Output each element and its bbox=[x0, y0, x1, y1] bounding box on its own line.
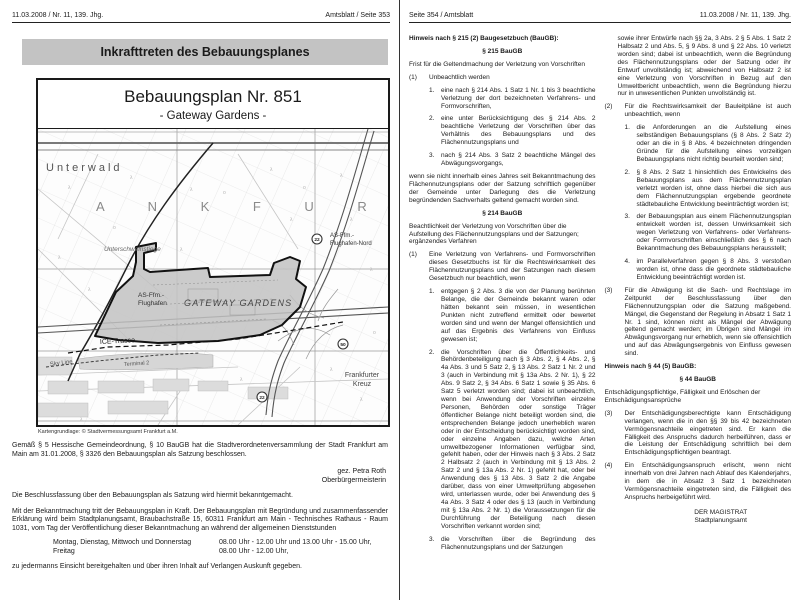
nr-text: eine unter Berücksichtigung des § 214 Abs. 2 beachtliche Verletzung der Vorschriften über das Verhältnis des Bebauungsplans und des Flächennutzungsplans und bbox=[441, 115, 596, 147]
magistrat-signature bbox=[605, 509, 792, 526]
nr-text: eine nach § 214 Abs. 1 Satz 1 Nr. 1 bis 3 beachtliche Verletzung der dort bezeichneten Verfahrens- und Formvorschriften, bbox=[441, 86, 596, 110]
exit-badge-top-icon: 22 bbox=[314, 238, 320, 243]
abs-text: Eine Verletzung von Verfahrens- und Formvorschriften dieses Gesetzbuchs ist für die Rechtswirksamkeit des Flächennutzungsplans und der Satzungen nach diesem Gesetzbuch nur beachtlich, wenn bbox=[429, 251, 596, 283]
office-hours-time: 08.00 Uhr - 12.00 Uhr, bbox=[219, 548, 289, 556]
abs-text: Für die Rechtswirksamkeit der Bauleitpläne ist auch unbeachtlich, wenn bbox=[624, 103, 791, 119]
abs-label: (1) bbox=[409, 251, 417, 259]
nr-text: die Vorschriften über die Begründung des Flächennutzungsplans und der Satzungen bbox=[441, 535, 596, 551]
office-hours-days: Montag, Dienstag, Mittwoch und Donnerstag bbox=[53, 539, 192, 547]
plan-map-head bbox=[38, 80, 388, 128]
par-214-abs1-nr2 bbox=[409, 349, 596, 531]
svg-text:o: o bbox=[223, 190, 226, 196]
road-badge-right-icon: 50 bbox=[340, 343, 346, 348]
office-hours-days: Freitag bbox=[53, 548, 75, 556]
par-44-subtitle: Entschädigungspflichtige, Fälligkeit und Erlöschen der Entschädigungsansprüche bbox=[604, 388, 761, 404]
header-page-number: Amtsblatt / Seite 353 bbox=[325, 12, 390, 19]
abs-text: Der Entschädigungsberechtigte kann Entschädigung verlangen, wenn die in den §§ 39 bis 42 bezeichneten Vermögensnachteile eingetreten sind. Er kann die Fälligkeit des Anspruchs dadurch herbeiführen, dass er die Leistung der Entschädigung schriftlich bei dem Entschädigungspflichtigen beantragt. bbox=[624, 409, 791, 457]
nr-text: im Parallelverfahren gegen § 8 Abs. 3 verstoßen worden ist, ohne dass die geordnete städtebauliche Entwicklung beeinträchtigt worden ist. bbox=[636, 258, 791, 281]
label-terminal-2: Terminal 2 bbox=[123, 360, 150, 368]
par-214-abs2-nr4 bbox=[605, 258, 792, 282]
nr-text: der Bebauungsplan aus einem Flächennutzungsplan entwickelt worden ist, dessen Unwirksamkeit sich wegen Verletzung von Verfahrens- oder Verfahrens- oder Formvorschriften einschließlich des § 6 nach Bekanntmachung des Bebauungsplans herausstellt; bbox=[636, 213, 791, 253]
page-354 bbox=[400, 0, 800, 600]
nr-label: 3. bbox=[429, 535, 435, 543]
abs-label: (4) bbox=[604, 462, 613, 470]
par-215-subtitle: Frist für die Geltendmachung der Verletzung von Vorschriften bbox=[409, 60, 585, 68]
article-title-bar: Inkrafttreten des Bebauungsplanes bbox=[22, 39, 388, 65]
hinweis-215-heading: Hinweis nach § 215 (2) Baugesetzbuch (BauGB): bbox=[409, 35, 559, 42]
nr-label: 3. bbox=[624, 213, 630, 221]
svg-text:o: o bbox=[373, 330, 376, 336]
nr-text: nach § 214 Abs. 3 Satz 2 beachtliche Mängel des Abwägungsvorgangs, bbox=[441, 152, 596, 168]
column-right bbox=[605, 35, 792, 552]
abs-text: Für die Abwägung ist die Sach- und Rechtslage im Zeitpunkt der Beschlussfassung über den Flächennutzungsplan oder die Satzung maßgebend. Mängel, die Gegenstand der Regelung in Absatz 1 Satz 1 Nr. 1 sind, können nicht als Mängel der Abwägung geltend gemacht werden; im Übrigen sind Mängel im Abwägungsvorgang nur erheblich, wenn sie offensichtlich und auf das Abwägungsergebnis von Einfluss gewesen sind. bbox=[624, 286, 791, 358]
abs-text: Unbeachtlich werden bbox=[429, 73, 490, 81]
abs-text: Ein Entschädigungsanspruch erlischt, wenn nicht innerhalb von drei Jahren nach Ablauf des Kalenderjahrs, in dem die in Absatz 3 Satz 1 bezeichneten Vermögensnachteile eingetreten sind, die Fälligkeit des Anspruchs herbeigeführt wird. bbox=[624, 462, 791, 502]
par-215-abs1-nr1 bbox=[409, 87, 596, 111]
nr-text: entgegen § 2 Abs. 3 die von der Planung berührten Belange, die der Gemeinde bekannt waren oder hätten bekannt sein müssen, in wesentlichen Punkten nicht zutreffend ermittelt oder bewertet worden sind und wenn der Mangel offensichtlich und auf das Ergebnis des Verfahrens von Einfluss gewesen ist; bbox=[441, 288, 596, 343]
exit-badge-bottom-icon: 22 bbox=[259, 396, 265, 401]
nr-label: 3. bbox=[429, 152, 435, 160]
nr-label: 4. bbox=[624, 258, 630, 266]
label-ice-trasse: ICE-Trasse bbox=[99, 337, 136, 346]
par-215-abs1-schluss: wenn sie nicht innerhalb eines Jahres seit Bekanntmachung des Flächennutzungsplans oder der Satzung schriftlich gegenüber der Gemeinde unter Darlegung des die Verletzung begründenden Sachverhalts geltend gemacht worden sind. bbox=[409, 172, 596, 204]
par-214-heading: § 214 BauGB bbox=[482, 209, 523, 217]
magistrat-line1: DER MAGISTRAT bbox=[694, 508, 748, 516]
nr-label: 1. bbox=[624, 124, 630, 132]
svg-text:λ: λ bbox=[80, 417, 83, 423]
abs-label: (3) bbox=[604, 409, 613, 417]
svg-text:λ: λ bbox=[360, 397, 363, 403]
inspection-paragraph: Mit der Bekanntmachung tritt der Bebauungsplan in Kraft. Der Bebauungsplan mit Begründung und zusammenfassender Erklärung wird beim Stadtplanungsamt, Braubachstraße 15, 60311 Frankfurt am Main - Technisches Rathaus - Raum 1031, vom Tag der Veröffentlichung dieser Bekanntmachung an während der allgemeinen Dienststunden bbox=[12, 507, 388, 533]
plan-name-subtitle: - Gateway Gardens - bbox=[159, 110, 267, 122]
plan-map-box bbox=[36, 78, 390, 427]
svg-text:λ: λ bbox=[190, 187, 193, 193]
par-214-abs1-nr3 bbox=[409, 536, 596, 552]
label-frankfurt-letters: A N K F U R bbox=[96, 199, 387, 214]
label-frankfurter-kreuz-2: Kreuz bbox=[352, 381, 372, 388]
announcement-paragraph: Die Beschlussfassung über den Bebauungsplan als Satzung wird hiermit bekanntgemacht. bbox=[12, 491, 293, 499]
svg-text:λ: λ bbox=[130, 175, 133, 181]
nr-label: 2. bbox=[624, 168, 630, 176]
svg-text:λ: λ bbox=[58, 255, 61, 261]
column-left bbox=[409, 35, 596, 552]
map-source-caption: Kartengrundlage: © Stadtvermessungsamt Frankfurt a.M. bbox=[38, 429, 178, 435]
nr-label: 2. bbox=[429, 115, 435, 123]
nr-label: 2. bbox=[429, 348, 435, 356]
par-214-abs2-nr1 bbox=[605, 124, 792, 164]
svg-text:λ: λ bbox=[350, 217, 353, 223]
svg-text:λ: λ bbox=[240, 377, 243, 383]
abs-label: (3) bbox=[604, 286, 613, 294]
label-as-flughafen-nord-1: AS-Ffm.- bbox=[330, 233, 354, 239]
signature-name: gez. Petra Roth bbox=[337, 467, 386, 475]
office-hours-table bbox=[53, 538, 390, 556]
label-sky-line: Sky Line bbox=[49, 359, 74, 368]
closing-paragraph: zu jedermanns Einsicht bereitgehalten und über ihren Inhalt auf Verlangen Auskunft gegeben. bbox=[12, 563, 302, 571]
resolution-paragraph: Gemäß § 5 Hessische Gemeindeordnung, § 10 BauGB hat die Stadtverordnetenversammlung der Stadt Frankfurt am Main am 31.01.2008, § 3326 den Bebauungsplan als Satzung beschlossen. bbox=[12, 442, 388, 458]
par-44-heading: § 44 BauGB bbox=[679, 376, 716, 384]
header-page-number: Seite 354 / Amtsblatt bbox=[409, 12, 474, 19]
svg-text:λ: λ bbox=[340, 173, 343, 179]
par-214-nr3-fortsetzung: sowie ihrer Entwürfe nach §§ 2a, 3 Abs. 2 § 5 Abs. 1 Satz 2 Halbsatz 2 und Abs. 5, § 9 Abs. 8 und § 22 Abs. 10 verletzt worden sind; dabei ist unbeachtlich, wenn die Begründung des Flächennutzungsplans oder der Satzung oder ihr Entwurf unvollständig ist; abweichend von Halbsatz 2 ist eine Verletzung von Vorschriften in Bezug auf den Umweltbericht unbeachtlich, wenn die Begründung hierzu nur in unwesentlichen Punkten unvollständig ist. bbox=[617, 35, 791, 98]
site-map bbox=[38, 128, 388, 425]
par-215-abs1-nr3 bbox=[409, 152, 596, 168]
par-214-abs3 bbox=[605, 287, 792, 358]
par-215-abs1 bbox=[409, 74, 596, 82]
header-date: 11.03.2008 / Nr. 11, 139. Jhg. bbox=[699, 12, 791, 19]
page-354-header bbox=[409, 0, 791, 23]
par-214-abs1 bbox=[409, 251, 596, 283]
svg-text:λ: λ bbox=[180, 247, 183, 253]
signature-title: Oberbürgermeisterin bbox=[321, 476, 386, 484]
hinweis-44-heading: Hinweis nach § 44 (5) BauGB: bbox=[604, 363, 697, 371]
label-unterwald: Unterwald bbox=[46, 162, 123, 174]
svg-text:λ: λ bbox=[68, 185, 71, 191]
nr-label: 1. bbox=[429, 288, 435, 296]
par-214-subtitle: Beachtlichkeit der Verletzung von Vorschriften über die Aufstellung des Flächennutzungsplans und der Satzungen; ergänzendes Verfahren bbox=[409, 222, 579, 246]
mayor-signature bbox=[12, 467, 386, 485]
label-as-flughafen-2: Flughafen bbox=[138, 300, 167, 307]
par-44-abs4 bbox=[605, 462, 792, 502]
svg-text:λ: λ bbox=[330, 367, 333, 373]
par-215-abs1-nr2 bbox=[409, 115, 596, 147]
abs-label: (1) bbox=[409, 73, 417, 81]
legal-text-columns bbox=[409, 35, 791, 552]
header-date: 11.03.2008 / Nr. 11, 139. Jhg. bbox=[12, 12, 104, 19]
label-as-flughafen-1: AS-Ffm.- bbox=[138, 292, 164, 299]
label-frankfurter-kreuz-1: Frankfurter bbox=[344, 372, 380, 379]
svg-text:o: o bbox=[303, 185, 306, 191]
plan-number-title: Bebauungsplan Nr. 851 bbox=[124, 87, 302, 106]
par-214-abs2 bbox=[605, 103, 792, 119]
label-as-flughafen-nord-2: Flughafen-Nord bbox=[330, 241, 372, 247]
magistrat-line2: Stadtplanungsamt bbox=[694, 517, 747, 525]
par-214-abs1-nr1 bbox=[409, 288, 596, 343]
svg-text:o: o bbox=[113, 225, 116, 231]
par-44-abs3 bbox=[605, 410, 792, 458]
svg-text:λ: λ bbox=[370, 267, 373, 273]
svg-text:λ: λ bbox=[290, 217, 293, 223]
par-215-heading: § 215 BauGB bbox=[482, 47, 523, 55]
par-214-abs2-nr3 bbox=[605, 213, 792, 253]
abs-label: (2) bbox=[604, 103, 613, 111]
nr-text: § 8 Abs. 2 Satz 1 hinsichtlich des Entwickelns des Bebauungsplans aus dem Flächennutzungsplan verletzt worden ist, ohne dass hierbei die sich aus dem Flächennutzungsplan ergebende geordnete städtebauliche Entwicklung beeinträchtigt worden ist; bbox=[636, 168, 791, 208]
svg-text:λ: λ bbox=[270, 167, 273, 173]
nr-label: 1. bbox=[429, 86, 435, 94]
nr-text: die Anforderungen an die Aufstellung eines selbständigen Bebauungsplans (§ 8 Abs. 2 Satz 2) oder an die in § 8 Abs. 4 bezeichneten dringenden Gründe für die Aufstellung eines vorzeitigen Bebauungsplans nicht richtig beurteilt worden sind; bbox=[636, 124, 791, 163]
svg-text:λ: λ bbox=[88, 287, 91, 293]
office-hours-time: 08.00 Uhr - 12.00 Uhr und 13.00 Uhr - 15.00 Uhr, bbox=[219, 539, 372, 547]
nr-text: die Vorschriften über die Öffentlichkeits- und Behördenbeteiligung nach § 3 Abs. 2, § 4 Abs. 2, § 4a Abs. 3 und 5 Satz 2, § 13 Abs. 2 Satz 1 Nr. 2 und 3 (auch in Verbindung mit § 13a Abs. 2 Nr. 1), § 22 Abs. 9 Satz 2, § 34 Abs. 6 Satz 1 sowie § 35 Abs. 6 Satz 5 verletzt worden sind; dabei ist unbeachtlich, wenn bei Anwendung der Vorschriften einzelne Personen, Behörden oder sonstige Träger öffentlicher Belange nicht beteiligt worden sind, die entsprechenden Belange jedoch unerheblich waren oder in der Entscheidung berücksichtigt worden sind, oder einzelne Angaben dazu, welche Arten umweltbezogener Informationen verfügbar sind, gefehlt haben, oder der Hinweis nach § 3 Abs. 2 Satz 2 Halbsatz 2 (auch in Verbindung mit § 13 Abs. 2 Satz 2 und § 13a Abs. 2 Nr. 1) gefehlt hat, oder bei Anwendung des § 13 Abs. 3 Satz 2 die Angabe darüber, dass von einer Umweltprüfung abgesehen wird, unterlassen wurde, oder bei Anwendung des § 4a Abs. 3 Satz 4 oder des § 13 (auch in Verbindung mit § 13a Abs. 2 Nr. 1) die Voraussetzungen für die Durchführung der Beteiligung nach diesen Vorschriften verkannt worden sind; bbox=[441, 348, 596, 530]
label-gateway-gardens: GATEWAY GARDENS bbox=[184, 298, 293, 308]
label-unterschweinstiege: Unterschweinstiege bbox=[104, 246, 161, 253]
page-353-header bbox=[12, 0, 390, 23]
par-214-abs2-nr2 bbox=[605, 169, 792, 209]
